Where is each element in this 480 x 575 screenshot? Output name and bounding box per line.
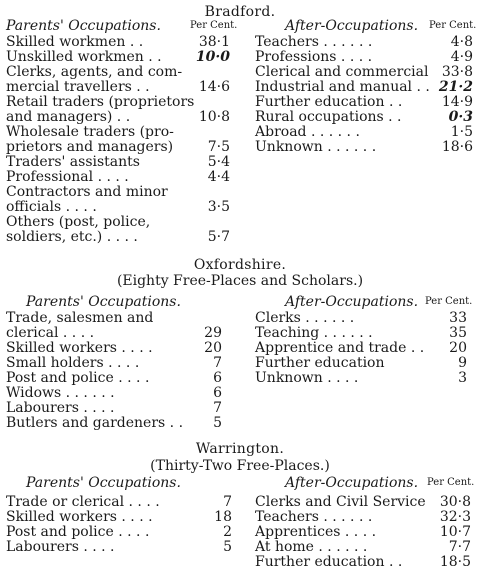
percentage-value: 9 bbox=[458, 355, 467, 371]
warrington-after-row bbox=[255, 540, 477, 555]
bradford-after-header bbox=[255, 18, 477, 35]
oxfordshire-parents-row bbox=[6, 401, 238, 416]
warrington-parents-table bbox=[6, 475, 238, 555]
bradford-parents-row bbox=[6, 35, 238, 50]
occupation-label: Contractors and minor officials . . . . bbox=[6, 184, 168, 215]
warrington-parents-header bbox=[6, 475, 238, 492]
warrington-parents-heading: Parents' Occupations. bbox=[26, 475, 181, 491]
percentage-value: 5·7 bbox=[207, 229, 230, 245]
bradford-after-row bbox=[255, 140, 477, 155]
warrington-parents-rows bbox=[6, 495, 238, 555]
occupation-label: Small holders . . . . bbox=[6, 355, 140, 371]
percentage-value: 10·7 bbox=[439, 524, 471, 540]
oxfordshire-after-rows bbox=[255, 311, 477, 386]
warrington-parents-row bbox=[6, 540, 238, 555]
warrington-after-row bbox=[255, 525, 477, 540]
occupation-label: Trade or clerical . . . . bbox=[6, 494, 160, 510]
occupation-label: Teachers . . . . . . bbox=[255, 34, 373, 50]
percentage-value: 10·8 bbox=[198, 109, 230, 125]
occupation-label: Clerks and Civil Service bbox=[255, 494, 426, 510]
bradford-parents-rows bbox=[6, 35, 238, 245]
occupation-label: Unknown . . . . bbox=[255, 370, 359, 386]
occupation-label: Skilled workmen . . bbox=[6, 34, 144, 50]
oxfordshire-parents-row bbox=[6, 341, 238, 356]
percentage-value: 20 bbox=[204, 340, 222, 356]
percentage-value: 21·2 bbox=[438, 79, 473, 95]
occupation-label: Post and police . . . . bbox=[6, 524, 150, 540]
warrington-after-row bbox=[255, 555, 477, 570]
warrington-subtitle: (Thirty-Two Free-Places.) bbox=[150, 458, 330, 474]
percentage-value: 1·5 bbox=[450, 124, 473, 140]
warrington-after-rows bbox=[255, 495, 477, 570]
warrington-after-heading: After-Occupations. bbox=[285, 475, 419, 491]
oxfordshire-parents-row bbox=[6, 371, 238, 386]
percentage-value: 14·6 bbox=[198, 79, 230, 95]
oxfordshire-parents-row bbox=[6, 356, 238, 371]
percentage-value: 18 bbox=[214, 509, 232, 525]
occupation-label: Retail traders (proprietors and managers) . . bbox=[6, 94, 195, 125]
percentage-value: 6 bbox=[213, 385, 222, 401]
occupation-label: Clerks, agents, and com- mercial travellers . . bbox=[6, 64, 183, 95]
warrington-parents-row bbox=[6, 510, 238, 525]
bradford-parents-unit: Per Cent. bbox=[190, 20, 238, 31]
percentage-value: 4·4 bbox=[207, 169, 230, 185]
oxfordshire-title: Oxfordshire. bbox=[193, 257, 287, 273]
oxfordshire-after-unit: Per Cent. bbox=[425, 296, 473, 307]
oxfordshire-after-row bbox=[255, 326, 477, 341]
occupation-label: Teachers . . . . . . bbox=[255, 509, 373, 525]
oxfordshire-after-row bbox=[255, 371, 477, 386]
warrington-after-row bbox=[255, 495, 477, 510]
percentage-value: 29 bbox=[204, 325, 222, 341]
warrington-after-unit: Per Cent. bbox=[427, 477, 475, 488]
percentage-value: 3 bbox=[458, 370, 467, 386]
warrington-parents-row bbox=[6, 495, 238, 510]
occupation-label: Skilled workers . . . . bbox=[6, 509, 153, 525]
percentage-value: 0·3 bbox=[448, 109, 473, 125]
occupation-label: Industrial and manual . . bbox=[255, 79, 430, 95]
oxfordshire-after-row bbox=[255, 311, 477, 326]
occupation-label: Rural occupations . . bbox=[255, 109, 402, 125]
occupation-label: Teaching . . . . . . bbox=[255, 325, 373, 341]
percentage-value: 5 bbox=[223, 539, 232, 555]
occupation-label: Others (post, police, soldiers, etc.) . . . . bbox=[6, 214, 151, 245]
percentage-value: 18·5 bbox=[439, 554, 471, 570]
bradford-after-heading: After-Occupations. bbox=[285, 18, 419, 34]
percentage-value: 7·7 bbox=[448, 539, 471, 555]
warrington-title: Warrington. bbox=[195, 441, 285, 457]
warrington-parents-row bbox=[6, 525, 238, 540]
bradford-after-row bbox=[255, 35, 477, 50]
occupation-label: Labourers . . . . bbox=[6, 400, 115, 416]
occupation-label: Labourers . . . . bbox=[6, 539, 115, 555]
percentage-value: 5 bbox=[213, 415, 222, 431]
percentage-value: 3·5 bbox=[207, 199, 230, 215]
bradford-parents-row bbox=[6, 155, 238, 170]
bradford-after-unit: Per Cent. bbox=[429, 20, 477, 31]
bradford-parents-row bbox=[6, 215, 238, 245]
bradford-after-row bbox=[255, 50, 477, 65]
percentage-value: 4·9 bbox=[450, 49, 473, 65]
occupation-label: Professional . . . . bbox=[6, 169, 129, 185]
oxfordshire-after-row bbox=[255, 356, 477, 371]
occupation-label: Further education . . bbox=[255, 554, 403, 570]
bradford-after-row bbox=[255, 95, 477, 110]
bradford-title: Bradford. bbox=[204, 4, 276, 20]
occupation-label: Wholesale traders (pro- prietors and managers) bbox=[6, 124, 174, 155]
percentage-value: 10·0 bbox=[195, 49, 230, 65]
occupation-label: Abroad . . . . . . bbox=[255, 124, 360, 140]
percentage-value: 18·6 bbox=[441, 139, 473, 155]
warrington-after-row bbox=[255, 510, 477, 525]
percentage-value: 7 bbox=[213, 400, 222, 416]
occupation-label: Skilled workers . . . . bbox=[6, 340, 153, 356]
percentage-value: 33·8 bbox=[441, 64, 473, 80]
oxfordshire-after-table bbox=[255, 294, 477, 386]
oxfordshire-parents-heading: Parents' Occupations. bbox=[26, 294, 181, 310]
oxfordshire-parents-row bbox=[6, 311, 238, 341]
occupation-label: Unknown . . . . . . bbox=[255, 139, 377, 155]
warrington-after-header bbox=[255, 475, 477, 492]
occupation-label: At home . . . . . . bbox=[255, 539, 368, 555]
warrington-after-table bbox=[255, 475, 477, 570]
occupation-label: Apprentice and trade . . bbox=[255, 340, 425, 356]
occupation-label: Butlers and gardeners . . bbox=[6, 415, 184, 431]
percentage-value: 4·8 bbox=[450, 34, 473, 50]
bradford-after-row bbox=[255, 125, 477, 140]
percentage-value: 33 bbox=[449, 310, 467, 326]
occupation-label: Clerks . . . . . . bbox=[255, 310, 355, 326]
percentage-value: 20 bbox=[449, 340, 467, 356]
percentage-value: 14·9 bbox=[441, 94, 473, 110]
oxfordshire-parents-row bbox=[6, 386, 238, 401]
occupation-label: Trade, salesmen and clerical . . . . bbox=[6, 310, 154, 341]
oxfordshire-parents-rows bbox=[6, 311, 238, 431]
bradford-parents-row bbox=[6, 95, 238, 125]
oxfordshire-parents-row bbox=[6, 416, 238, 431]
occupation-label: Further education . . bbox=[255, 94, 403, 110]
bradford-parents-table bbox=[6, 18, 238, 245]
percentage-value: 38·1 bbox=[198, 34, 230, 50]
occupation-label: Further education bbox=[255, 355, 385, 371]
oxfordshire-parents-table bbox=[6, 294, 238, 431]
percentage-value: 6 bbox=[213, 370, 222, 386]
oxfordshire-parents-header bbox=[6, 294, 238, 311]
bradford-parents-header bbox=[6, 18, 238, 35]
bradford-after-row bbox=[255, 110, 477, 125]
bradford-parents-row bbox=[6, 185, 238, 215]
occupation-label: Post and police . . . . bbox=[6, 370, 150, 386]
bradford-parents-row bbox=[6, 170, 238, 185]
bradford-parents-heading: Parents' Occupations. bbox=[6, 18, 161, 34]
bradford-parents-row bbox=[6, 50, 238, 65]
bradford-after-row bbox=[255, 80, 477, 95]
occupation-label: Widows . . . . . . bbox=[6, 385, 115, 401]
oxfordshire-after-row bbox=[255, 341, 477, 356]
bradford-after-rows bbox=[255, 35, 477, 155]
oxfordshire-after-header bbox=[255, 294, 477, 311]
percentage-value: 5·4 bbox=[207, 154, 230, 170]
oxfordshire-after-heading: After-Occupations. bbox=[285, 294, 419, 310]
occupation-label: Apprentices . . . . bbox=[255, 524, 377, 540]
percentage-value: 7 bbox=[213, 355, 222, 371]
percentage-value: 32·3 bbox=[439, 509, 471, 525]
percentage-value: 30·8 bbox=[439, 494, 471, 510]
oxfordshire-subtitle: (Eighty Free-Places and Scholars.) bbox=[116, 273, 364, 289]
occupation-label: Unskilled workmen . . bbox=[6, 49, 162, 65]
occupation-label: Professions . . . . bbox=[255, 49, 373, 65]
percentage-value: 7 bbox=[223, 494, 232, 510]
percentage-value: 7·5 bbox=[207, 139, 230, 155]
occupation-label: Clerical and commercial bbox=[255, 64, 429, 80]
bradford-parents-row bbox=[6, 65, 238, 95]
percentage-value: 2 bbox=[223, 524, 232, 540]
bradford-after-row bbox=[255, 65, 477, 80]
bradford-after-table bbox=[255, 18, 477, 155]
percentage-value: 35 bbox=[449, 325, 467, 341]
occupation-label: Traders' assistants bbox=[6, 154, 140, 170]
bradford-parents-row bbox=[6, 125, 238, 155]
